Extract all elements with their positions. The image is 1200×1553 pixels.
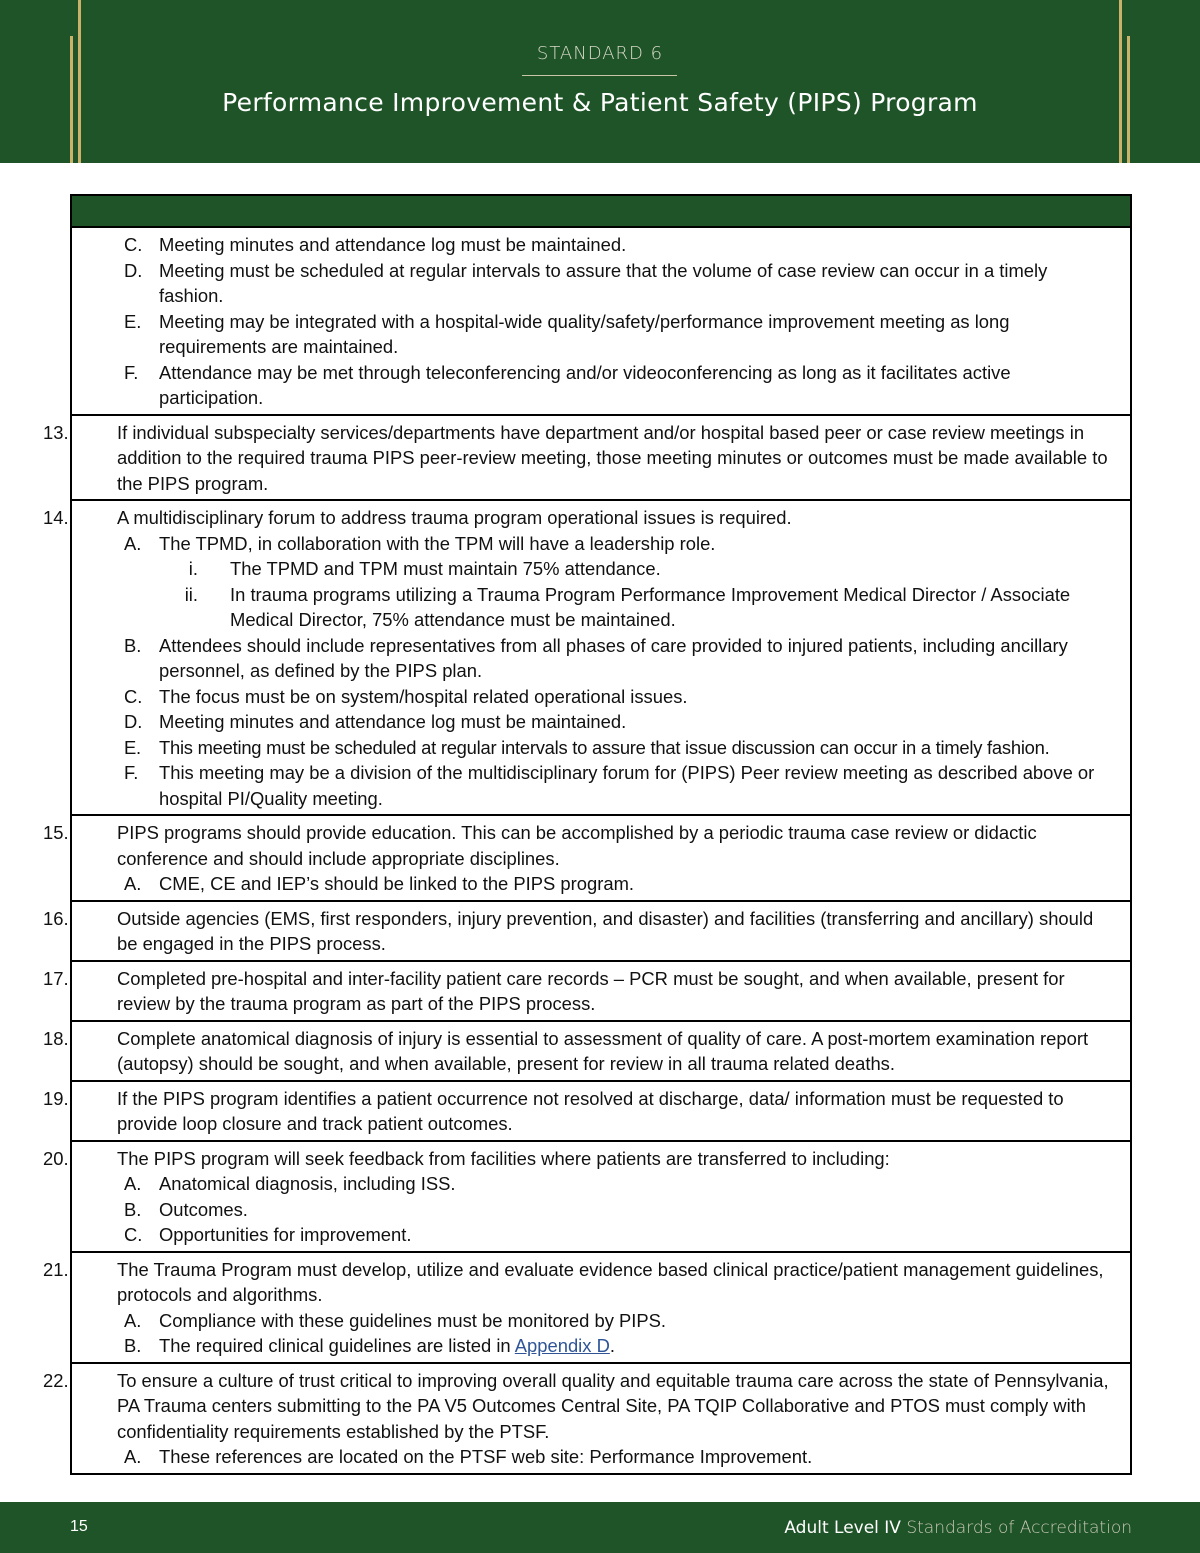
sub-item-marker: B. bbox=[124, 634, 142, 656]
item-number: 20. bbox=[43, 1147, 69, 1169]
sub-item-text: Attendees should include representatives from all phases of care provided to injured patients, including ancillary personnel, as defined by the PIPS plan. bbox=[159, 634, 1068, 681]
table-row bbox=[43, 962, 1130, 1022]
sub-item bbox=[80, 633, 1116, 684]
standard-item bbox=[43, 1257, 1116, 1308]
page-footer bbox=[0, 1502, 1200, 1553]
table-row bbox=[43, 1082, 1130, 1142]
appendix-d-link[interactable]: Appendix D bbox=[514, 1335, 610, 1356]
sub-item bbox=[80, 232, 1116, 258]
standard-item bbox=[43, 906, 1116, 957]
sub-item-text: Meeting may be integrated with a hospital-wide quality/safety/performance improvement meeting as long requirements are maintained. bbox=[159, 310, 1010, 357]
sub-item-marker: D. bbox=[124, 711, 143, 732]
item-number: 22. bbox=[43, 1369, 69, 1391]
item-text: The Trauma Program must develop, utilize and evaluate evidence based clinical practice/patient management guidelines, protocols and algorithms. bbox=[117, 1258, 1104, 1305]
table-row bbox=[43, 1253, 1130, 1364]
sub-item bbox=[80, 760, 1116, 811]
sub-item-marker: A. bbox=[124, 1446, 142, 1467]
roman-sub-item-text: In trauma programs utilizing a Trauma Program Performance Improvement Medical Director / Associate Medical Director, 75% attendance must be maintained. bbox=[230, 583, 1071, 630]
item-text: PIPS programs should provide education. This can be accomplished by a periodic trauma case review or didactic conference and should include appropriate disciplines. bbox=[117, 822, 1037, 869]
sub-item bbox=[80, 258, 1116, 309]
item-text: The PIPS program will seek feedback from facilities where patients are transferred to including: bbox=[117, 1147, 890, 1169]
sub-item bbox=[80, 871, 1116, 897]
footer-doc-title-bold: Adult Level IV bbox=[784, 1518, 901, 1538]
item-text: If the PIPS program identifies a patient occurrence not resolved at discharge, data/ information must be requested to provide loop closure and track patient outcomes. bbox=[117, 1087, 1064, 1134]
standard-item bbox=[43, 1086, 1116, 1137]
sub-item bbox=[80, 1333, 1116, 1359]
footer-doc-title-light: Standards of Accreditation bbox=[906, 1518, 1132, 1538]
roman-sub-item-text: The TPMD and TPM must maintain 75% attendance. bbox=[230, 558, 661, 579]
table-row bbox=[43, 1022, 1130, 1082]
header-divider bbox=[522, 75, 677, 76]
footer-doc-title bbox=[784, 1518, 1132, 1538]
page-title: Performance Improvement & Patient Safety (PIPS) Program bbox=[222, 88, 978, 117]
item-text: To ensure a culture of trust critical to improving overall quality and equitable trauma care across the state of Pennsylvania, PA Trauma centers submitting to the PA V5 Outcomes Central Site, PA TQIP Collaborative and PTOS must comply with confidentiality requirements established by the PTSF. bbox=[117, 1369, 1109, 1442]
item-number: 16. bbox=[43, 907, 69, 929]
item-number: 18. bbox=[43, 1027, 69, 1049]
standard-item bbox=[43, 820, 1116, 871]
sub-item bbox=[80, 309, 1116, 360]
sub-item-marker: D. bbox=[124, 259, 143, 281]
sub-item bbox=[80, 360, 1116, 411]
standard-label: STANDARD 6 bbox=[536, 43, 664, 64]
roman-sub-item bbox=[80, 556, 1116, 582]
item-number: 19. bbox=[43, 1087, 69, 1109]
sub-item-marker: B. bbox=[124, 1335, 142, 1356]
table-row bbox=[43, 501, 1130, 816]
item-text: A multidisciplinary forum to address trauma program operational issues is required. bbox=[117, 507, 792, 528]
sub-item-marker: F. bbox=[124, 361, 139, 383]
standard-item bbox=[43, 420, 1116, 497]
table-row bbox=[43, 902, 1130, 962]
roman-sub-item bbox=[80, 582, 1116, 633]
sub-item-marker: E. bbox=[124, 736, 141, 758]
sub-item bbox=[80, 684, 1116, 710]
sub-item-text: Meeting must be scheduled at regular intervals to assure that the volume of case review can occur in a timely fashion. bbox=[159, 259, 1048, 306]
sub-item-marker: C. bbox=[124, 685, 143, 707]
sub-item-marker: F. bbox=[124, 762, 139, 783]
sub-item-text: The focus must be on system/hospital related operational issues. bbox=[159, 685, 688, 707]
sub-item-text: Meeting minutes and attendance log must be maintained. bbox=[159, 234, 627, 255]
table-row bbox=[43, 1364, 1130, 1473]
sub-item bbox=[80, 709, 1116, 735]
sub-item bbox=[80, 1222, 1116, 1248]
sub-item-marker: A. bbox=[124, 873, 142, 894]
sub-item-text: This meeting may be a division of the multidisciplinary forum for (PIPS) Peer review meeting as described above or hospital PI/Quality meeting. bbox=[159, 762, 1095, 809]
sub-item-marker: A. bbox=[124, 1173, 142, 1194]
sub-item bbox=[80, 1197, 1116, 1223]
sub-item-text: Opportunities for improvement. bbox=[159, 1224, 412, 1245]
sub-item bbox=[80, 531, 1116, 557]
sub-item-text: Compliance with these guidelines must be monitored by PIPS. bbox=[159, 1309, 667, 1331]
table-row bbox=[43, 816, 1130, 902]
item-number: 13. bbox=[43, 421, 69, 443]
header-decorative-line bbox=[78, 0, 81, 163]
sub-item-text: CME, CE and IEP’s should be linked to the PIPS program. bbox=[159, 873, 634, 894]
table-row bbox=[72, 228, 1130, 416]
page-number: 15 bbox=[70, 1518, 88, 1535]
roman-marker: i. bbox=[188, 558, 198, 579]
sub-item bbox=[80, 1171, 1116, 1197]
sub-item-text: The required clinical guidelines are listed in bbox=[159, 1335, 515, 1356]
standard-item bbox=[43, 966, 1116, 1017]
sub-item-text: The TPMD, in collaboration with the TPM will have a leadership role. bbox=[159, 532, 716, 554]
item-text: Complete anatomical diagnosis of injury is essential to assessment of quality of care. A post-mortem examination report (autopsy) should be sought, and when available, present for review in all trauma related deaths. bbox=[117, 1027, 1089, 1074]
item-number: 21. bbox=[43, 1258, 69, 1280]
sub-item-text: Meeting minutes and attendance log must be maintained. bbox=[159, 711, 627, 732]
item-text: Completed pre-hospital and inter-facility patient care records – PCR must be sought, and when available, present for review by the trauma program as part of the PIPS process. bbox=[117, 967, 1065, 1014]
standard-item bbox=[43, 1146, 1116, 1172]
sub-item-marker: C. bbox=[124, 234, 143, 255]
standard-item bbox=[43, 505, 1116, 531]
sub-item bbox=[80, 1444, 1116, 1470]
standards-table bbox=[43, 194, 1132, 1475]
sub-item-text-end: . bbox=[609, 1335, 615, 1356]
item-text: Outside agencies (EMS, first responders, injury prevention, and disaster) and facilities (transferring and ancillary) should be engaged in the PIPS process. bbox=[117, 907, 1094, 954]
sub-item-text: This meeting must be scheduled at regular intervals to assure that issue discussion can occur in a timely fashion. bbox=[159, 736, 1050, 758]
table-row bbox=[43, 1142, 1130, 1253]
roman-marker: ii. bbox=[184, 583, 198, 605]
standard-item bbox=[43, 1368, 1116, 1445]
sub-item-text: These references are located on the PTSF web site: Performance Improvement. bbox=[159, 1446, 813, 1467]
sub-item-text: Attendance may be met through teleconferencing and/or videoconferencing as long as it facilitates active participation. bbox=[159, 361, 1011, 408]
sub-item-marker: C. bbox=[124, 1224, 143, 1245]
item-number: 14. bbox=[43, 507, 69, 528]
sub-item-text: Anatomical diagnosis, including ISS. bbox=[159, 1173, 456, 1194]
sub-item-marker: A. bbox=[124, 1309, 142, 1331]
sub-item-marker: B. bbox=[124, 1198, 142, 1220]
item-text: If individual subspecialty services/departments have department and/or hospital based peer or case review meetings in addition to the required trauma PIPS peer-review meeting, those meeting minutes or outcomes must be made available to the PIPS program. bbox=[117, 421, 1108, 494]
header-decorative-line bbox=[1119, 0, 1122, 163]
item-number: 17. bbox=[43, 967, 69, 989]
sub-item bbox=[80, 735, 1116, 761]
standard-item bbox=[43, 1026, 1116, 1077]
sub-item-marker: E. bbox=[124, 310, 142, 332]
page-header bbox=[0, 0, 1200, 163]
table-header-bar bbox=[72, 196, 1130, 228]
sub-item-text: Outcomes. bbox=[159, 1198, 248, 1220]
table-row bbox=[43, 416, 1130, 502]
sub-item bbox=[80, 1308, 1116, 1334]
sub-item-marker: A. bbox=[124, 532, 142, 554]
item-number: 15. bbox=[43, 822, 69, 843]
